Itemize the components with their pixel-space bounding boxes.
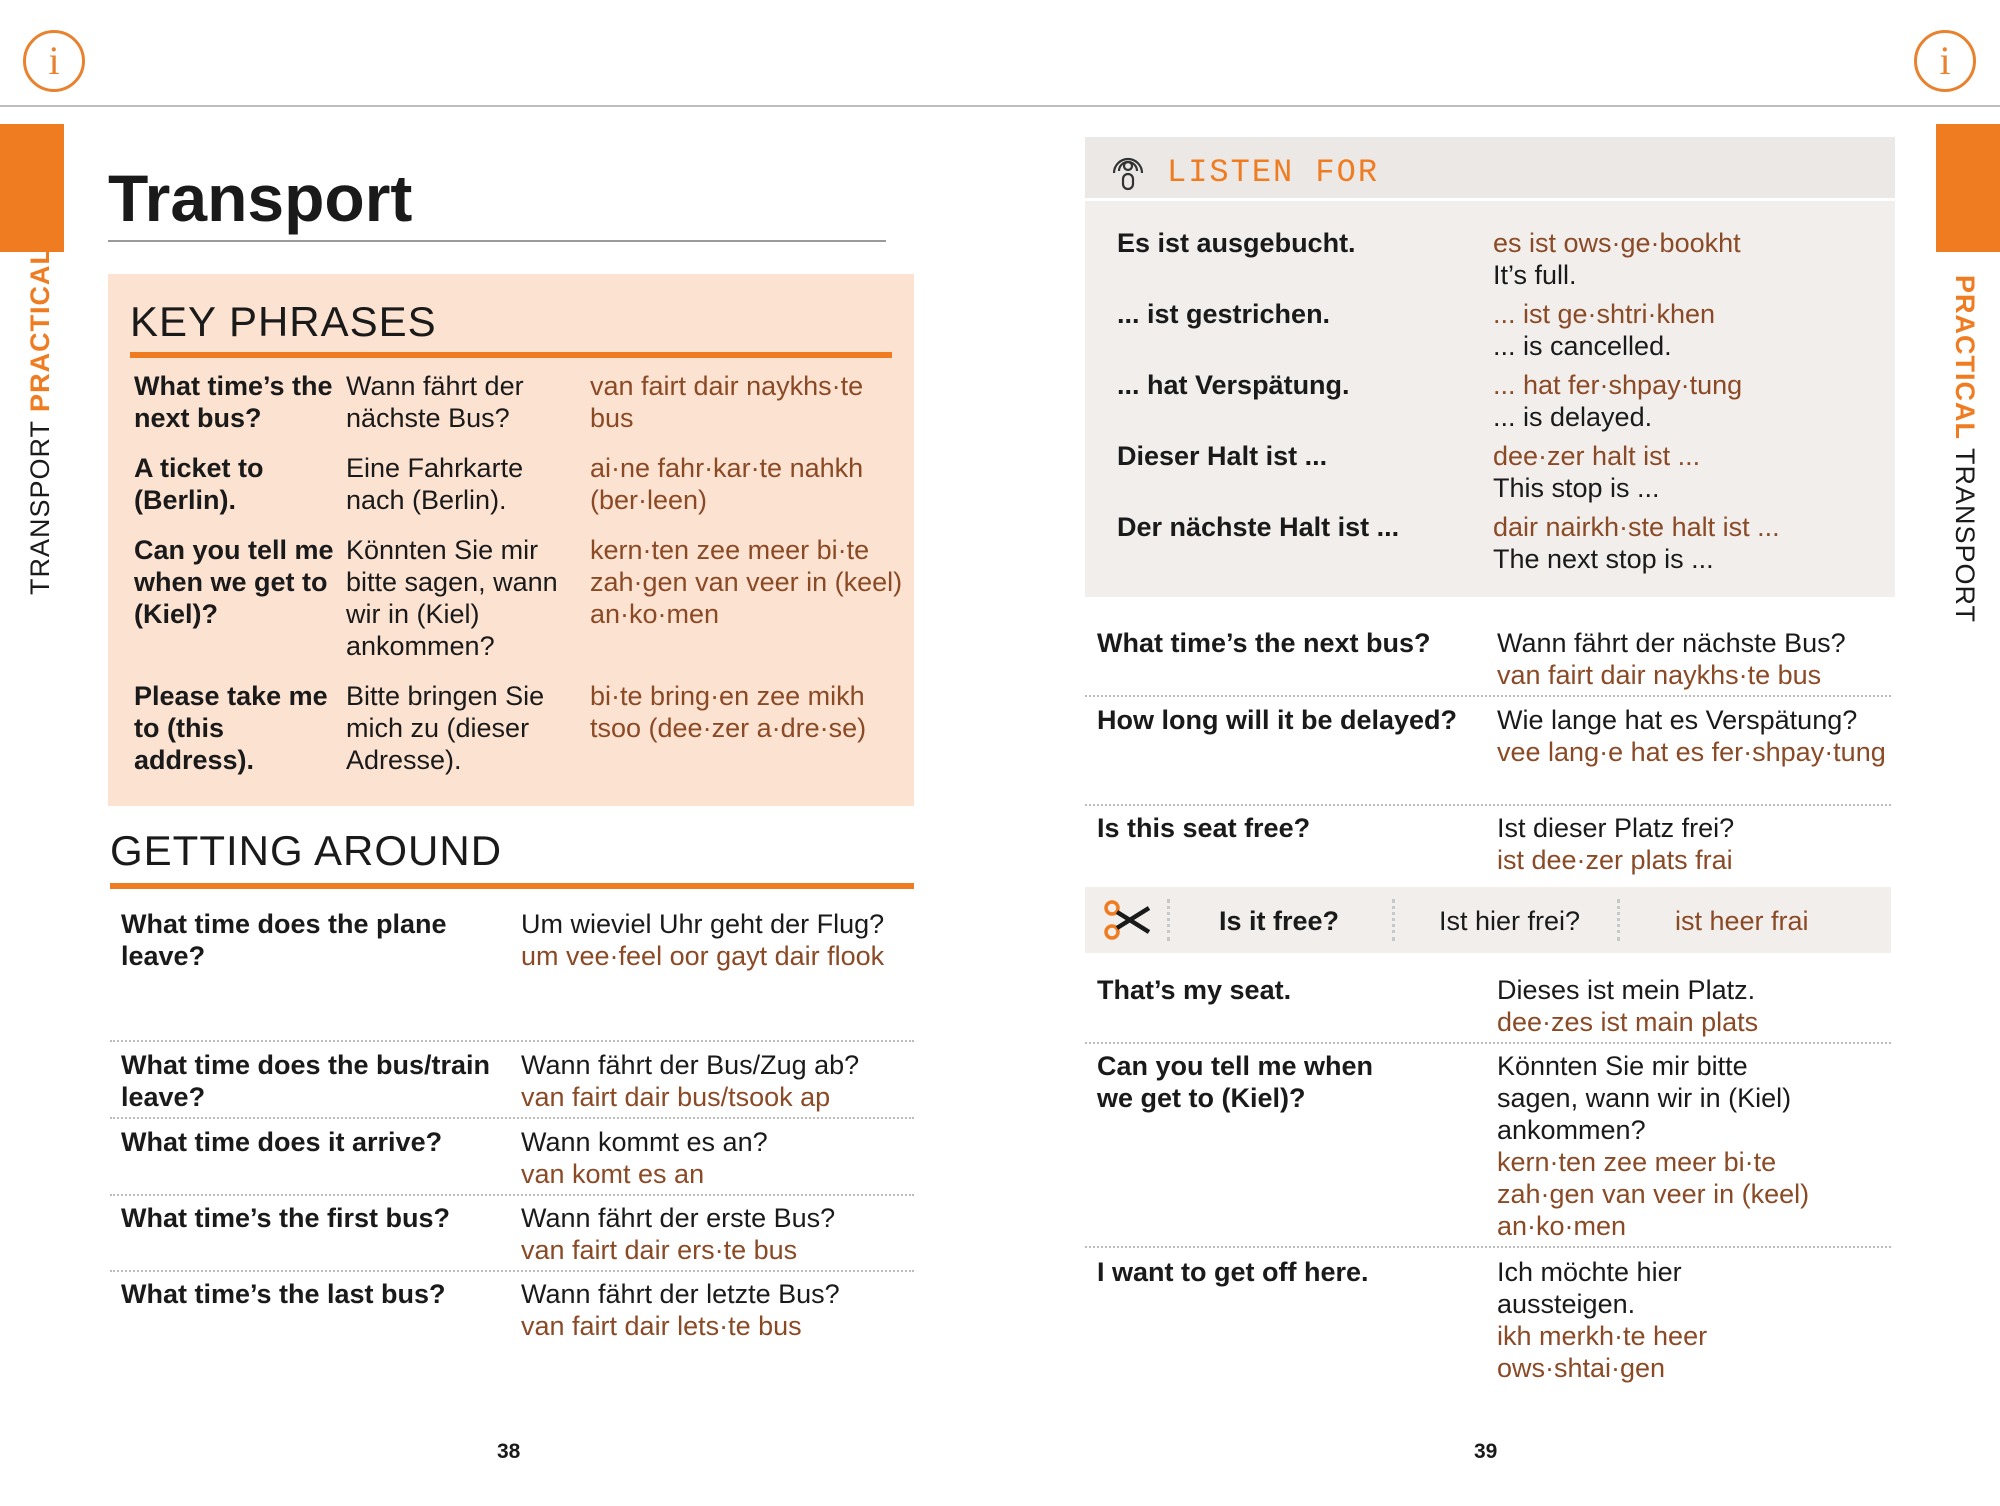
phrase-english: That’s my seat. — [1097, 975, 1292, 1005]
page-number: 38 — [497, 1440, 521, 1463]
phrase-english: What time does it arrive? — [121, 1127, 443, 1157]
listen-german: Der nächste Halt ist ... — [1117, 512, 1400, 542]
phrase-pronunciation: ikh merkh·te heer ows·shtai·gen — [1497, 1321, 1708, 1383]
phrase-english: I want to get off here. — [1097, 1257, 1369, 1287]
phrase-pronunciation: van komt es an — [521, 1159, 705, 1189]
phrase-german: Eine Fahrkarte nach (Berlin). — [346, 453, 524, 515]
phrase-german: Bitte bringen Sie mich zu (dieser Adresse). — [346, 681, 545, 775]
phrase-german: Wie lange hat es Verspätung? vee lang·e hat es fer·shpay·tung — [1497, 705, 1886, 767]
phrase-pronunciation: van fairt dair bus/tsook ap — [521, 1082, 831, 1112]
listen-translation: ... ist ge·shtri·khen ... is cancelled. — [1493, 299, 1716, 361]
phrase-pronunciation: ai·ne fahr·kar·te nahkh (ber·leen) — [590, 453, 864, 515]
getting-around-rule — [110, 883, 914, 889]
key-phrases-rule — [130, 352, 892, 358]
phrase-german: Ist hier frei? — [1439, 906, 1581, 936]
phrase-pronunciation: vee lang·e hat es fer·shpay·tung — [1497, 737, 1886, 767]
phrase-pronunciation: van fairt dair naykhs·te bus — [1497, 660, 1822, 690]
header-rule — [0, 105, 2000, 107]
info-icon: i — [23, 30, 85, 92]
phrase-english: Can you tell me when we get to (Kiel)? — [134, 535, 334, 629]
row-divider — [1085, 804, 1891, 806]
side-tab-left — [0, 124, 64, 252]
row-divider — [1085, 1246, 1891, 1248]
listen-translation: dee·zer halt ist ... This stop is ... — [1493, 441, 1701, 503]
page-title: Transport — [108, 161, 413, 235]
getting-around-heading: GETTING AROUND — [110, 827, 503, 874]
listen-translation: ... hat fer·shpay·tung ... is delayed. — [1493, 370, 1743, 432]
title-rule — [108, 240, 886, 242]
phrase-english: What time does the bus/train leave? — [121, 1050, 491, 1112]
phrase-english: What time’s the next bus? — [1097, 628, 1431, 658]
phrase-english: What time’s the first bus? — [121, 1203, 451, 1233]
scissors-icon — [1103, 899, 1153, 941]
phrase-german: Wann fährt der erste Bus? van fairt dair ers·te bus — [521, 1202, 911, 1266]
page-number: 39 — [1474, 1440, 1498, 1463]
phrase-german: Ich möchte hier aussteigen. ikh merkh·te heer ows·shtai·gen — [1497, 1256, 1737, 1384]
phrase-pronunciation: kern·ten zee meer bi·te zah·gen van veer in (keel) an·ko·men — [590, 535, 903, 629]
key-phrases-box — [108, 274, 914, 806]
phrase-german: Wann fährt der nächste Bus? van fairt dair naykhs·te bus — [1497, 627, 1887, 691]
phrase-german: Könnten Sie mir bitte sagen, wann wir in (Kiel) ankommen? kern·ten zee meer bi·te zah·gen van veer in (keel) an·ko·men — [1497, 1050, 1817, 1242]
phrase-german: Könnten Sie mir bitte sagen, wann wir in (Kiel) ankommen? — [346, 535, 558, 661]
phrase-pronunciation: dee·zes ist main plats — [1497, 1007, 1759, 1037]
phrase-german: Wann fährt der nächste Bus? — [346, 371, 524, 433]
divider — [1617, 899, 1620, 941]
listen-german: ... ist gestrichen. — [1117, 299, 1331, 329]
phrase-german: Wann fährt der letzte Bus? van fairt dair lets·te bus — [521, 1278, 911, 1342]
side-tab-right — [1936, 124, 2000, 252]
phrase-pronunciation: um vee·feel oor gayt dair flook — [521, 941, 885, 971]
listen-icon — [1108, 149, 1148, 193]
phrase-german: Wann kommt es an? van komt es an — [521, 1126, 911, 1190]
phrase-pronunciation: van fairt dair naykhs·te bus — [590, 371, 864, 433]
phrase-pronunciation: kern·ten zee meer bi·te zah·gen van veer in (keel) an·ko·men — [1497, 1147, 1810, 1241]
phrase-german: Um wieviel Uhr geht der Flug? um vee·feel oor gayt dair flook — [521, 908, 911, 972]
phrase-german: Wann fährt der Bus/Zug ab? van fairt dair bus/tsook ap — [521, 1049, 911, 1113]
listen-german: Dieser Halt ist ... — [1117, 441, 1328, 471]
phrase-english: Can you tell me when we get to (Kiel)? — [1097, 1051, 1374, 1113]
listen-german: ... hat Verspätung. — [1117, 370, 1350, 400]
phrase-pronunciation: van fairt dair lets·te bus — [521, 1311, 802, 1341]
divider — [1167, 899, 1170, 941]
row-divider — [110, 1270, 914, 1272]
row-divider — [110, 1194, 914, 1196]
side-label-right: PRACTICAL TRANSPORT — [1950, 275, 1980, 624]
listen-translation: es ist ows·ge·bookht It’s full. — [1493, 228, 1741, 290]
phrase-pronunciation: van fairt dair ers·te bus — [521, 1235, 798, 1265]
listen-for-header — [1085, 137, 1895, 201]
key-phrases-heading: KEY PHRASES — [130, 298, 437, 345]
phrase-english: Is this seat free? — [1097, 813, 1311, 843]
listen-for-label: LISTEN FOR — [1167, 154, 1380, 191]
side-label-left: TRANSPORT PRACTICAL — [25, 246, 55, 595]
phrase-pronunciation: ist heer frai — [1675, 906, 1809, 936]
info-icon: i — [1914, 30, 1976, 92]
tear-out-phrase — [1085, 887, 1891, 953]
phrase-english: A ticket to (Berlin). — [134, 453, 264, 515]
phrase-english: What time does the plane leave? — [121, 909, 447, 971]
row-divider — [1085, 695, 1891, 697]
phrase-pronunciation: bi·te bring·en zee mikh tsoo (dee·zer a·dre·se) — [590, 681, 867, 743]
row-divider — [1085, 1042, 1891, 1044]
listen-german: Es ist ausgebucht. — [1117, 228, 1356, 258]
phrase-english: How long will it be delayed? — [1097, 705, 1458, 735]
phrase-english: What time’s the next bus? — [134, 371, 333, 433]
divider — [1392, 899, 1395, 941]
phrase-german: Dieses ist mein Platz. dee·zes ist main plats — [1497, 974, 1887, 1038]
listen-for-box — [1085, 137, 1895, 597]
listen-translation: dair nairkh·ste halt ist ... The next stop is ... — [1493, 512, 1780, 574]
phrase-english: Is it free? — [1219, 906, 1340, 936]
row-divider — [110, 1040, 914, 1042]
phrase-english: Please take me to (this address). — [134, 681, 328, 775]
phrase-english: What time’s the last bus? — [121, 1279, 446, 1309]
row-divider — [110, 1117, 914, 1119]
phrase-pronunciation: ist dee·zer plats frai — [1497, 845, 1733, 875]
phrase-german: Ist dieser Platz frei? ist dee·zer plats frai — [1497, 812, 1887, 876]
